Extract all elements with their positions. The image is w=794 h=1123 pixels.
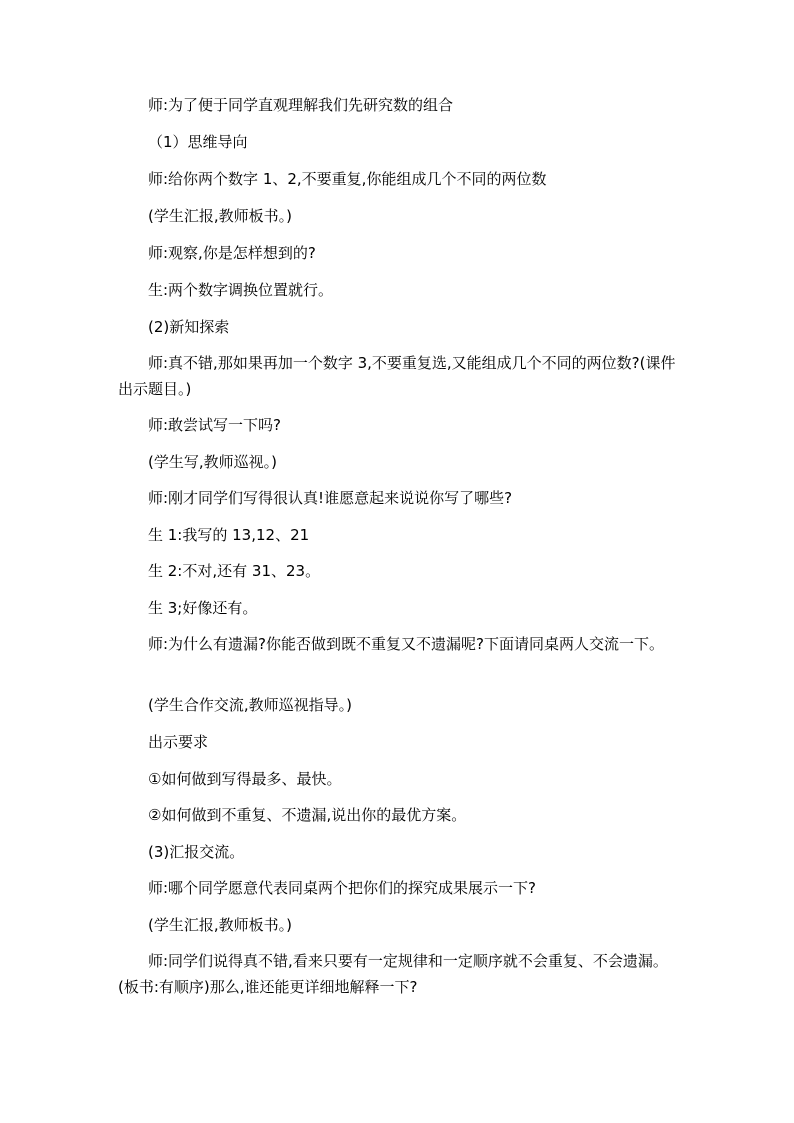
paragraph: 师:刚才同学们写得很认真!谁愿意起来说说你写了哪些? xyxy=(148,489,513,507)
paragraph: 师:给你两个数字 1、2,不要重复,你能组成几个不同的两位数 xyxy=(148,170,547,188)
paragraph: (学生汇报,教师板书。) xyxy=(148,916,292,934)
paragraph: 出示要求 xyxy=(148,733,209,751)
paragraph: ①如何做到写得最多、最快。 xyxy=(148,770,342,788)
paragraph: (学生合作交流,教师巡视指导。) xyxy=(148,696,352,714)
paragraph: 生 2:不对,还有 31、23。 xyxy=(148,562,321,580)
paragraph: 生:两个数字调换位置就行。 xyxy=(148,281,334,299)
paragraph: 师:观察,你是怎样想到的? xyxy=(148,244,316,262)
paragraph: 师:为了便于同学直观理解我们先研究数的组合 xyxy=(148,96,454,114)
paragraph: 师:敢尝试写一下吗? xyxy=(148,416,282,434)
paragraph: （1）思维导向 xyxy=(148,133,248,151)
paragraph: 生 3;好像还有。 xyxy=(148,599,258,617)
paragraph: ②如何做到不重复、不遗漏,说出你的最优方案。 xyxy=(148,806,467,824)
paragraph: 师:哪个同学愿意代表同桌两个把你们的探究成果展示一下? xyxy=(148,879,537,897)
paragraph: 师:为什么有遗漏?你能否做到既不重复又不遗漏呢?下面请同桌两人交流一下。 xyxy=(148,635,664,653)
paragraph: (学生汇报,教师板书。) xyxy=(148,207,292,225)
paragraph: 师:真不错,那如果再加一个数字 3,不要重复选,又能组成几个不同的两位数?(课件出示题目。) xyxy=(118,354,676,398)
paragraph: (3)汇报交流。 xyxy=(148,843,245,861)
paragraph: 师:同学们说得真不错,看来只要有一定规律和一定顺序就不会重复、不会遗漏。(板书:有顺序)那么,谁还能更详细地解释一下? xyxy=(118,952,668,996)
paragraph: 生 1:我写的 13,12、21 xyxy=(148,526,310,544)
paragraph: (学生写,教师巡视。) xyxy=(148,453,277,471)
paragraph: (2)新知探索 xyxy=(148,318,230,336)
